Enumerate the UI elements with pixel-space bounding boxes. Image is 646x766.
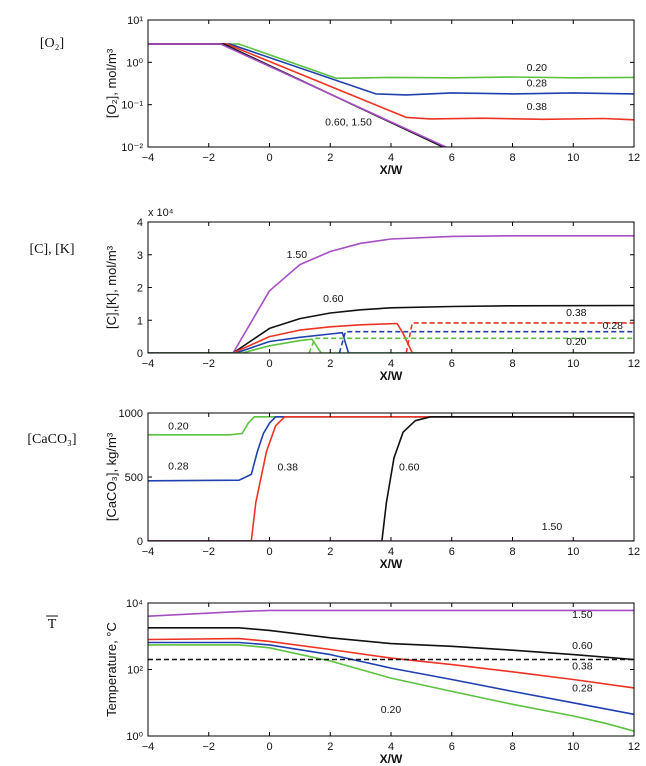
x-tick-label: −2 (202, 546, 216, 558)
series-line-1.50 (148, 44, 455, 151)
y-tick-label: 10⁻² (121, 142, 143, 154)
series-annotation: 0.38 (277, 461, 298, 474)
x-tick-label: −2 (202, 741, 216, 753)
y-tick-label: 500 (124, 472, 143, 484)
y-tick-label: 2 (136, 282, 143, 295)
series-line-0.38 (148, 44, 634, 120)
x-tick-label: 4 (387, 358, 395, 370)
series-line-1.50 (148, 236, 634, 353)
x-tick-label: 10 (567, 152, 580, 164)
series-line-0.38 (148, 639, 634, 688)
x-tick-label: −4 (141, 546, 155, 558)
x-tick-label: 6 (448, 546, 455, 558)
series-line-0.20 (148, 417, 634, 435)
series-annotation: 0.20 (526, 62, 548, 75)
panel-4 (46, 598, 640, 766)
x-axis-label: X/W (379, 752, 403, 766)
x-tick-label: 12 (627, 152, 641, 164)
panel-3 (27, 408, 640, 571)
y-tick-label: 10⁴ (126, 598, 143, 610)
panel-side-label: [C], [K] (29, 242, 75, 257)
y-axis-multiplier: x 10⁴ (148, 207, 174, 219)
series-line-0.60 (148, 628, 634, 660)
x-tick-label: 2 (327, 152, 334, 164)
x-tick-label: 12 (627, 741, 641, 753)
series-annotation: 0.20 (566, 335, 587, 348)
x-tick-label: 4 (387, 546, 395, 558)
x-tick-label: 0 (266, 741, 273, 753)
x-tick-label: −4 (141, 358, 155, 370)
x-tick-label: 4 (387, 741, 395, 753)
panel-1 (40, 15, 640, 177)
x-tick-label: 12 (627, 546, 641, 558)
panel-2 (29, 207, 640, 383)
y-axis-label: [C],[K], mol/m³ (104, 245, 119, 330)
x-tick-label: 10 (567, 358, 580, 370)
series-annotation: 0.28 (602, 320, 623, 333)
y-tick-label: 1 (136, 315, 143, 328)
y-tick-label: 10⁰ (126, 57, 143, 70)
y-tick-label: 10⁰ (126, 731, 143, 743)
panel-side-label: [CaCO₃] (27, 432, 77, 447)
y-axis-label: [CaCO₃], kg/m³ (104, 432, 119, 522)
x-tick-label: −4 (141, 152, 155, 164)
x-tick-label: 6 (448, 152, 455, 164)
series-annotation: 0.60 (572, 639, 593, 652)
x-tick-label: 8 (509, 546, 516, 558)
x-tick-label: 2 (327, 358, 334, 370)
series-annotation: 0.38 (572, 660, 593, 673)
y-tick-label: 0 (136, 348, 143, 360)
y-tick-label: 4 (136, 217, 143, 229)
series-line-0.20 (148, 44, 634, 78)
y-tick-label: 10² (127, 664, 143, 677)
series-group (148, 44, 634, 151)
series-annotation: 0.60 (323, 293, 344, 306)
plot-frame (148, 222, 634, 353)
series-annotation: 0.28 (526, 77, 548, 90)
series-annotation: 0.28 (168, 460, 189, 473)
y-tick-label: 10¹ (127, 15, 143, 27)
x-tick-label: 4 (387, 152, 395, 164)
series-annotation: 1.50 (541, 521, 563, 534)
series-line-0.60 (148, 306, 634, 354)
x-tick-label: 8 (509, 358, 516, 370)
x-tick-label: −2 (202, 358, 216, 370)
x-axis-label: X/W (379, 557, 403, 571)
series-annotation: 0.20 (168, 420, 189, 433)
y-tick-label: 0 (136, 536, 143, 548)
y-axis-label: [O₂], mol/m³ (104, 48, 119, 119)
series-group (148, 236, 634, 353)
series-line-0.60 (148, 44, 452, 151)
panel-side-label: T (47, 617, 57, 632)
x-tick-label: 6 (448, 741, 455, 753)
x-tick-label: 10 (567, 546, 580, 558)
x-tick-label: 8 (509, 741, 516, 753)
series-line-1.50 (148, 610, 634, 616)
x-tick-label: 6 (448, 358, 455, 370)
series-annotation: 1.50 (286, 249, 308, 262)
series-line-dashed-0.28--K- (339, 332, 634, 353)
y-tick-label: 10⁻¹ (121, 99, 143, 112)
x-tick-label: 12 (627, 358, 641, 370)
plot-frame (148, 603, 634, 736)
series-line-0.28 (148, 44, 634, 95)
x-tick-label: 2 (327, 546, 334, 558)
x-tick-label: 10 (567, 741, 580, 753)
panel-side-label: [O₂] (39, 36, 65, 51)
x-axis-label: X/W (379, 369, 403, 383)
x-axis-label: X/W (379, 163, 403, 177)
y-tick-label: 3 (136, 249, 143, 262)
x-tick-label: 0 (266, 358, 273, 370)
series-annotation: 1.50 (572, 609, 593, 622)
series-annotation: 0.60 (399, 461, 420, 474)
series-annotation: 0.28 (572, 682, 593, 695)
series-annotation: 0.38 (566, 306, 587, 319)
x-tick-label: −2 (202, 152, 216, 164)
series-annotation: 0.38 (526, 100, 548, 113)
x-tick-label: 2 (327, 741, 334, 753)
plot-frame (148, 20, 634, 147)
series-annotation: 0.60, 1.50 (325, 116, 372, 129)
series-annotation: 0.20 (380, 703, 402, 716)
x-tick-label: 8 (509, 152, 516, 164)
x-tick-label: 0 (266, 152, 273, 164)
y-axis-label: Temperature, °C (104, 622, 119, 717)
x-tick-label: 0 (266, 546, 273, 558)
x-tick-label: −4 (141, 741, 155, 753)
y-tick-label: 1000 (118, 408, 143, 420)
